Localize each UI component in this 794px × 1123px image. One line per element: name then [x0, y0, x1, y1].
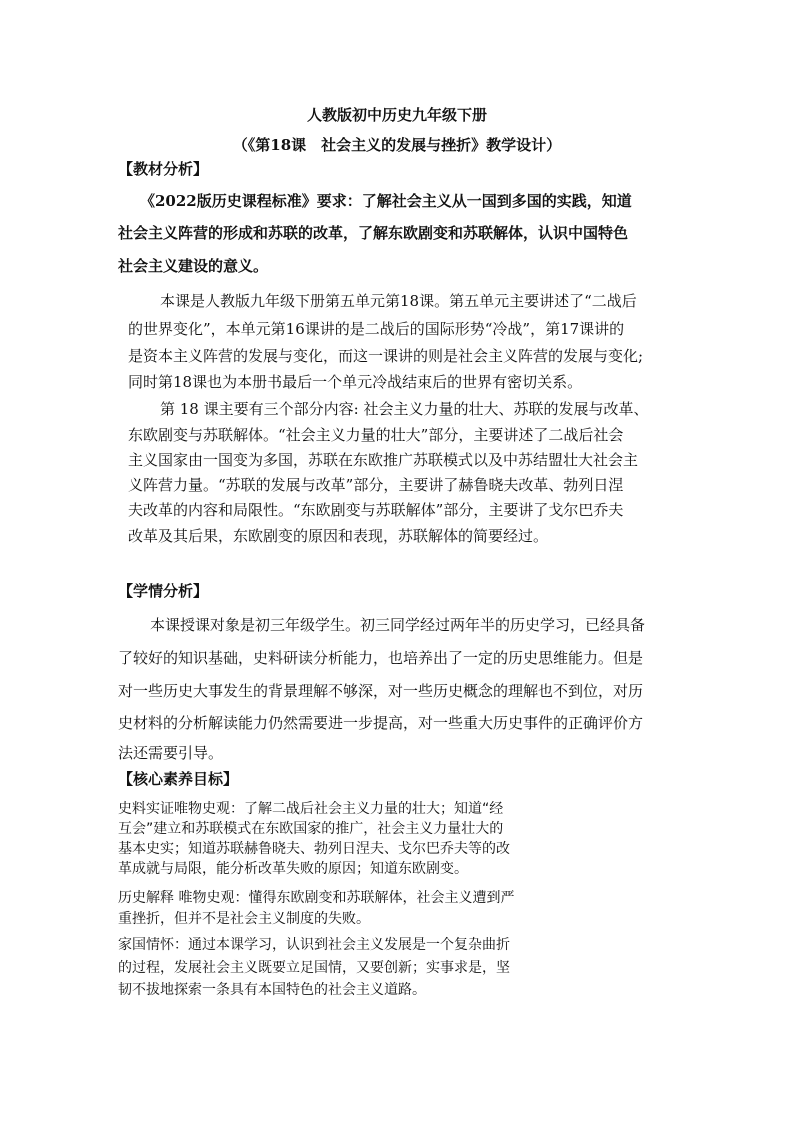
goal-line: 互会”建立和苏联模式在东欧国家的推广，社会主义力量壮大的 — [118, 821, 504, 837]
goal-line: 重挫折，但并不是社会主义制度的失败。 — [118, 911, 370, 927]
standard-line: 社会主义建设的意义。 — [118, 257, 269, 275]
goal-line: 韧不拔地探索一条具有本国特色的社会主义道路。 — [118, 982, 426, 998]
goal-line: 基本史实；知道苏联赫鲁晓夫、勃列日涅夫、戈尔巴乔夫等的改 — [118, 841, 510, 857]
paragraph-line: 是资本主义阵营的发展与变化，而这一课讲的则是社会主义阵营的发展与变化; — [128, 347, 644, 365]
paragraph-line: 同时第18课也为本册书最后一个单元冷战结束后的世界有密切关系。 — [128, 373, 583, 391]
paragraph-line: 东欧剧变与苏联解体。“社会主义力量的壮大”部分，主要讲述了二战后社会 — [128, 426, 624, 444]
paragraph-line: 改革及其后果，东欧剧变的原因和表现，苏联解体的简要经过。 — [128, 527, 549, 545]
paragraph-line: 义阵营力量。“苏联的发展与改革”部分，主要讲了赫鲁晓夫改革、勃列日涅 — [128, 476, 624, 494]
document-subtitle: （《第18课 社会主义的发展与挫折》教学设计） — [232, 136, 562, 154]
goal-line: 史料实证唯物史观：了解二战后社会主义力量的壮大；知道“经 — [118, 801, 504, 817]
paragraph-line: 主义国家由一国变为多国，苏联在东欧推广苏联模式以及中苏结盟壮大社会主 — [128, 451, 639, 469]
paragraph-line: 本课是人教版九年级下册第五单元第18课。第五单元主要讲述了“二战后 — [160, 292, 637, 310]
paragraph-line: 的世界变化”，本单元第16课讲的是二战后的国际形势“冷战”，第17课讲的 — [128, 320, 625, 338]
goal-line: 革成就与局限，能分析改革失败的原因；知道东欧剧变。 — [118, 861, 468, 877]
goal-line: 家国情怀：通过本课学习，认识到社会主义发展是一个复杂曲折 — [118, 937, 510, 953]
heading-textbook-analysis: 【教材分析】 — [118, 160, 209, 178]
heading-core-literacy-goals: 【核心素养目标】 — [118, 770, 239, 788]
standard-line: 《2022版历史课程标准》要求：了解社会主义从一国到多国的实践，知道 — [140, 192, 632, 210]
paragraph-line: 对一些历史大事发生的背景理解不够深，对一些历史概念的理解也不到位，对历 — [118, 682, 644, 700]
paragraph-line: 夫改革的内容和局限性。“东欧剧变与苏联解体”部分，主要讲了戈尔巴乔夫 — [128, 501, 624, 519]
goal-line: 历史解释 唯物史观：懂得东欧剧变和苏联解体，社会主义遭到严 — [118, 890, 515, 906]
paragraph-line: 史材料的分析解读能力仍然需要进一步提高，对一些重大历史事件的正确评价方 — [118, 714, 644, 732]
document-title: 人教版初中历史九年级下册 — [306, 106, 487, 124]
paragraph-line: 了较好的知识基础，史料研读分析能力，也培养出了一定的历史思维能力。但是 — [118, 649, 644, 667]
standard-line: 社会主义阵营的形成和苏联的改革，了解东欧剧变和苏联解体，认识中国特色 — [118, 224, 629, 242]
paragraph-line: 第 18 课主要有三个部分内容: 社会主义力量的壮大、苏联的发展与改革、 — [160, 400, 649, 418]
paragraph-line: 本课授课对象是初三年级学生。初三同学经过两年半的历史学习，已经具备 — [150, 616, 646, 634]
heading-learner-analysis: 【学情分析】 — [118, 582, 209, 600]
goal-line: 的过程，发展社会主义既要立足国情，又要创新；实事求是，坚 — [118, 960, 510, 976]
paragraph-line: 法还需要引导。 — [118, 744, 224, 762]
